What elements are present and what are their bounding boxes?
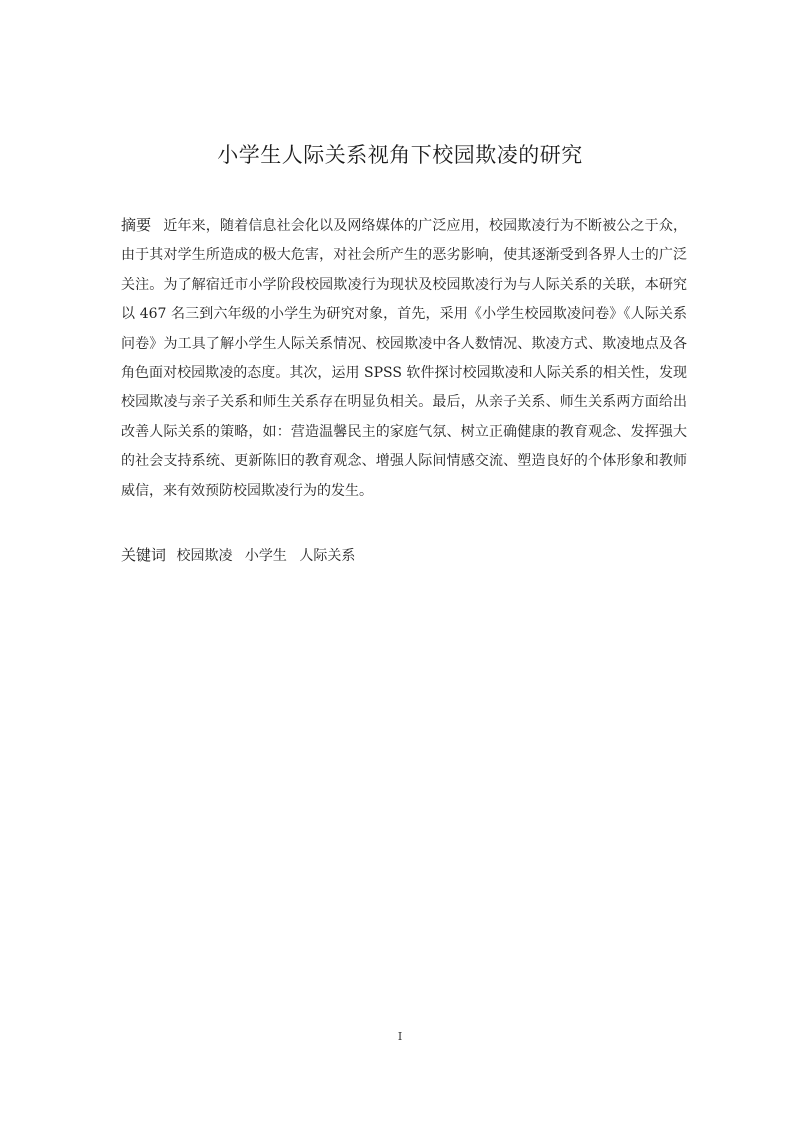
abstract-label: 摘要 <box>121 216 152 234</box>
keyword-item: 小学生 <box>244 548 287 564</box>
keyword-item: 人际关系 <box>299 548 356 564</box>
keyword-item: 校园欺凌 <box>176 548 233 564</box>
keywords-section <box>121 543 687 568</box>
paper-title: 小学生人际关系视角下校园欺凌的研究 <box>217 143 583 167</box>
keywords-label: 关键词 <box>121 546 167 564</box>
abstract-text: 近年来，随着信息社会化以及网络媒体的广泛应用，校园欺凌行为不断被公之于众，由于其对学生所造成的极大危害，对社会所产生的恶劣影响，使其逐渐受到各界人士的广泛关注。为了解宿迁市小学阶段校园欺凌行为现状及校园欺凌行为与人际关系的关联，本研究以 467 名三到六年级的小学生为研究对象，首先，采用《小学生校园欺凌问卷》《人际关系问卷》为工具了解小学生人际关系情况、校园欺凌中各人数情况、欺凌方式、欺凌地点及各角色面对校园欺凌的态度。其次，运用 SPSS 软件探讨校园欺凌和人际关系的相关性，发现校园欺凌与亲子关系和师生关系存在明显负相关。最后，从亲子关系、师生关系两方面给出改善人际关系的策略，如：营造温馨民主的家庭气氛、树立正确健康的教育观念、发挥强大的社会支持系统、更新陈旧的教育观念、增强人际间情感交流、塑造良好的个体形象和教师威信，来有效预防校园欺凌行为的发生。 <box>121 218 687 499</box>
page-number: I <box>397 1030 403 1043</box>
abstract-section <box>121 211 687 506</box>
